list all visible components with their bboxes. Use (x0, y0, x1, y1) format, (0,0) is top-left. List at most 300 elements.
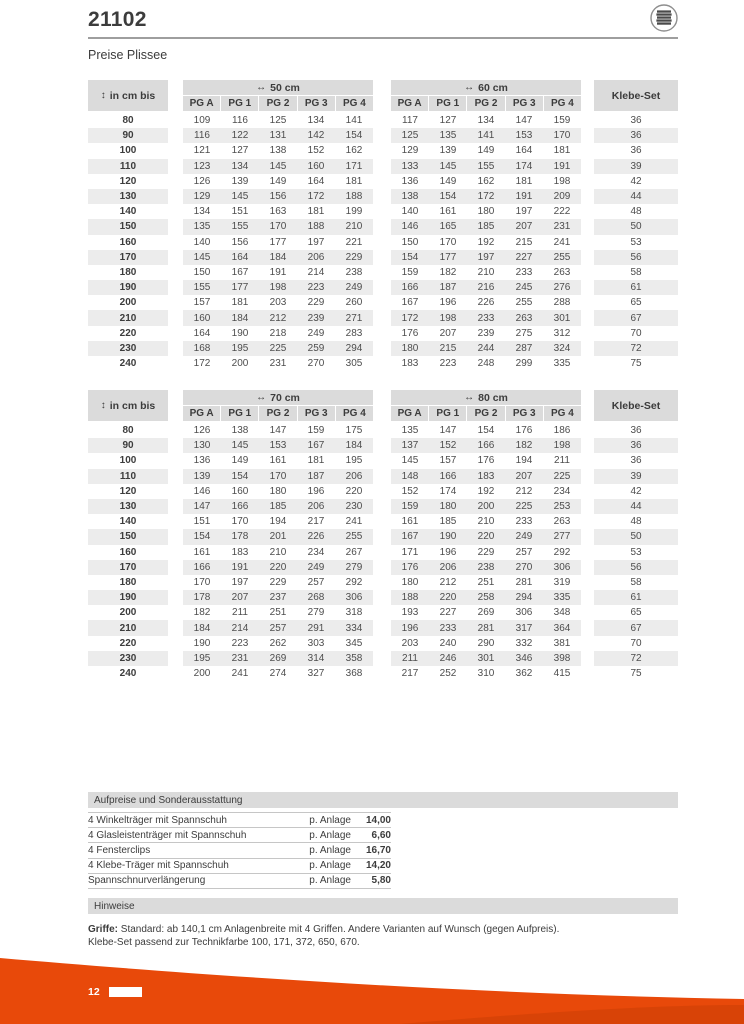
price-cell: 245 (515, 282, 533, 294)
price-cell: 171 (345, 160, 363, 172)
price-cell: 229 (307, 297, 325, 309)
price-cell: 248 (477, 358, 495, 370)
price-cell: 201 (269, 531, 287, 543)
page-subtitle: Preise Plissee (88, 48, 168, 62)
price-group (391, 484, 581, 499)
price-cell: 220 (269, 561, 287, 573)
price-group (183, 235, 373, 250)
price-cell: 335 (553, 592, 571, 604)
price-cell: 116 (194, 130, 210, 142)
price-cell: 210 (477, 516, 495, 528)
price-cell: 155 (231, 221, 249, 233)
price-cell: 233 (515, 266, 533, 278)
klebe-set-value: 75 (630, 668, 642, 680)
price-cell: 198 (553, 175, 571, 187)
price-cell: 398 (553, 652, 571, 664)
surcharge-row (88, 858, 391, 873)
row-height-label: 170 (88, 560, 168, 575)
price-cell: 279 (345, 561, 363, 573)
price-cell: 188 (401, 592, 419, 604)
price-cell: 210 (269, 546, 287, 558)
price-cell: 150 (193, 266, 211, 278)
price-cell: 238 (477, 561, 495, 573)
price-cell: 231 (553, 221, 571, 233)
width-group-label: 70 cm (270, 391, 300, 404)
height-column-label: in cm bis (109, 89, 156, 102)
price-cell: 233 (515, 516, 533, 528)
price-cell: 129 (401, 145, 419, 157)
price-group (183, 605, 373, 620)
price-cell: 159 (401, 266, 419, 278)
price-cell: 162 (477, 175, 495, 187)
price-cell: 271 (345, 312, 363, 324)
price-cell: 136 (193, 455, 211, 467)
price-cell: 126 (193, 175, 211, 187)
price-cell: 149 (269, 175, 287, 187)
price-cell: 117 (402, 115, 418, 127)
price-cell: 249 (307, 561, 325, 573)
price-cell: 192 (477, 236, 495, 248)
price-cell: 145 (401, 455, 419, 467)
price-cell: 283 (345, 327, 363, 339)
price-cell: 198 (553, 440, 571, 452)
price-cell: 172 (193, 358, 211, 370)
price-group (391, 341, 581, 356)
price-cell: 164 (307, 175, 325, 187)
price-cell: 167 (401, 297, 419, 309)
price-cell: 348 (553, 607, 571, 619)
price-group (391, 113, 581, 128)
klebe-set-value: 36 (630, 455, 642, 467)
klebe-set-value: 65 (630, 607, 642, 619)
price-cell: 306 (553, 561, 571, 573)
price-cell: 196 (439, 546, 457, 558)
price-cell: 299 (515, 358, 533, 370)
price-cell: 194 (269, 516, 287, 528)
klebe-set-value: 42 (630, 175, 642, 187)
row-height-label: 240 (119, 668, 137, 680)
table-row (88, 499, 678, 514)
price-group (391, 453, 581, 468)
table-row (88, 423, 678, 438)
price-group (183, 469, 373, 484)
price-group (183, 265, 373, 280)
price-cell: 153 (269, 440, 287, 452)
price-cell: 301 (553, 312, 571, 324)
row-height-label: 140 (119, 516, 137, 528)
price-group (183, 666, 373, 681)
price-cell: 241 (553, 236, 571, 248)
price-cell: 190 (193, 637, 211, 649)
surcharges-title-bar: Aufpreise und Sonderausstattung (88, 792, 678, 808)
price-cell: 251 (269, 607, 287, 619)
klebe-set-value: 44 (594, 499, 678, 514)
price-cell: 196 (401, 622, 419, 634)
row-height-label: 210 (88, 620, 168, 635)
price-cell: 258 (477, 592, 495, 604)
klebe-set-value: 72 (594, 651, 678, 666)
price-group (391, 651, 581, 666)
notes-title-bar: Hinweise (88, 898, 678, 914)
row-height-label: 180 (119, 576, 137, 588)
price-cell: 198 (269, 282, 287, 294)
table-row (88, 280, 678, 295)
price-cell: 221 (345, 236, 363, 248)
price-cell: 127 (231, 145, 249, 157)
surcharge-name: 4 Klebe-Träger mit Spannschuh (88, 860, 229, 872)
price-cell: 314 (307, 652, 325, 664)
price-cell: 203 (401, 637, 419, 649)
klebe-set-header: Klebe-Set (594, 390, 678, 421)
price-cell: 160 (231, 485, 249, 497)
price-cell: 195 (193, 652, 211, 664)
price-cell: 291 (307, 622, 325, 634)
price-cell: 171 (401, 546, 419, 558)
price-cell: 257 (307, 576, 325, 588)
price-group (183, 159, 373, 174)
price-cell: 174 (439, 485, 457, 497)
price-cell: 177 (439, 251, 457, 263)
price-cell: 164 (231, 251, 249, 263)
price-cell: 294 (345, 342, 363, 354)
price-cell: 364 (553, 622, 571, 634)
surcharge-name: 4 Fensterclips (88, 844, 151, 856)
surcharge-unit: p. Anlage (309, 829, 351, 841)
price-cell: 215 (439, 342, 457, 354)
price-cell: 172 (401, 312, 419, 324)
price-cell: 233 (477, 312, 495, 324)
price-cell: 145 (193, 251, 211, 263)
price-group (183, 499, 373, 514)
price-cell: 346 (515, 652, 533, 664)
price-cell: 134 (231, 160, 249, 172)
price-cell: 193 (401, 607, 419, 619)
table-row (88, 484, 678, 499)
price-cell: 294 (515, 592, 533, 604)
price-cell: 191 (515, 191, 533, 203)
notes-section (88, 898, 678, 949)
title-rule (88, 37, 678, 39)
row-height-label: 210 (88, 310, 168, 325)
surcharge-price: 16,70 (365, 844, 391, 856)
price-group (183, 453, 373, 468)
klebe-set-value: 58 (630, 576, 642, 588)
klebe-set-value: 50 (594, 219, 678, 234)
price-cell: 134 (193, 206, 211, 218)
price-cell: 241 (345, 516, 363, 528)
table-row (88, 295, 678, 310)
table-row (88, 545, 678, 560)
price-cell: 187 (307, 470, 325, 482)
price-cell: 229 (269, 576, 287, 588)
price-cell: 157 (439, 455, 457, 467)
price-group (391, 295, 581, 310)
price-cell: 170 (193, 576, 211, 588)
price-cell: 203 (269, 297, 287, 309)
price-group (391, 189, 581, 204)
klebe-set-value: 70 (630, 637, 642, 649)
price-cell: 135 (401, 425, 419, 437)
pg-column-header: PG A (391, 406, 428, 421)
price-group (391, 514, 581, 529)
price-cell: 225 (553, 470, 571, 482)
price-cell: 239 (477, 327, 495, 339)
price-cell: 184 (193, 622, 211, 634)
price-cell: 310 (477, 668, 495, 680)
row-height-label: 200 (119, 607, 137, 619)
price-cell: 180 (401, 342, 419, 354)
surcharge-unit: p. Anlage (309, 844, 351, 856)
table-row (88, 143, 678, 158)
price-cell: 182 (193, 607, 211, 619)
document-header (88, 8, 678, 62)
price-cell: 131 (269, 130, 287, 142)
height-column-header (88, 80, 168, 111)
price-group (183, 545, 373, 560)
price-cell: 149 (439, 175, 457, 187)
price-cell: 146 (401, 221, 419, 233)
price-cell: 249 (307, 327, 325, 339)
price-group (391, 310, 581, 325)
price-cell: 287 (515, 342, 533, 354)
pg-column-header: PG A (391, 96, 428, 111)
width-group-header (183, 390, 373, 405)
price-cell: 170 (231, 516, 249, 528)
price-cell: 134 (307, 115, 325, 127)
price-group (391, 143, 581, 158)
price-cell: 214 (231, 622, 249, 634)
table-header (88, 80, 678, 111)
table-row (88, 438, 678, 453)
row-height-label: 160 (119, 546, 137, 558)
price-cell: 194 (515, 455, 533, 467)
price-cell: 168 (193, 342, 211, 354)
price-cell: 160 (193, 312, 211, 324)
price-cell: 327 (307, 668, 325, 680)
price-cell: 317 (515, 622, 533, 634)
price-group (183, 326, 373, 341)
width-group-label: 60 cm (478, 81, 508, 94)
price-cell: 237 (269, 592, 287, 604)
price-cell: 149 (477, 145, 495, 157)
price-group (391, 529, 581, 544)
price-cell: 140 (401, 206, 419, 218)
row-height-label: 130 (88, 189, 168, 204)
price-cell: 159 (401, 501, 419, 513)
table-row (88, 605, 678, 620)
price-cell: 181 (345, 175, 363, 187)
price-group (391, 280, 581, 295)
price-cell: 170 (269, 470, 287, 482)
pg-column-header: PG 3 (506, 96, 543, 111)
price-cell: 155 (193, 282, 211, 294)
price-cell: 147 (269, 425, 287, 437)
pg-column-header: PG 2 (467, 96, 504, 111)
klebe-set-value: 67 (594, 310, 678, 325)
price-cell: 288 (553, 297, 571, 309)
price-cell: 209 (553, 191, 571, 203)
price-cell: 199 (345, 206, 363, 218)
price-cell: 279 (307, 607, 325, 619)
price-cell: 244 (477, 342, 495, 354)
price-cell: 229 (345, 251, 363, 263)
surcharge-name: 4 Glasleistenträger mit Spannschuh (88, 829, 247, 841)
row-height-label: 190 (88, 590, 168, 605)
surcharge-unit: p. Anlage (309, 860, 351, 872)
klebe-set-value: 36 (594, 438, 678, 453)
width-group-header (391, 80, 581, 95)
klebe-set-value: 48 (630, 206, 642, 218)
price-cell: 332 (515, 637, 533, 649)
price-cell: 275 (515, 327, 533, 339)
table-row (88, 356, 678, 371)
price-cell: 231 (269, 358, 287, 370)
price-cell: 210 (477, 266, 495, 278)
page-title: 21102 (88, 8, 147, 31)
width-group (391, 390, 581, 421)
price-cell: 154 (231, 470, 249, 482)
price-cell: 277 (553, 531, 571, 543)
klebe-set-value: 75 (630, 358, 642, 370)
plissee-icon (650, 4, 678, 32)
klebe-set-value: 70 (630, 327, 642, 339)
price-cell: 176 (401, 327, 419, 339)
surcharge-name: Spannschnurverlängerung (88, 875, 206, 887)
price-cell: 211 (402, 652, 418, 664)
price-cell: 182 (439, 266, 457, 278)
price-cell: 233 (439, 622, 457, 634)
price-cell: 176 (401, 561, 419, 573)
price-cell: 152 (401, 485, 419, 497)
surcharges-section (88, 792, 678, 889)
price-cell: 223 (231, 637, 249, 649)
row-height-label: 150 (88, 529, 168, 544)
table-row (88, 250, 678, 265)
klebe-set-value: 39 (594, 159, 678, 174)
price-cell: 174 (515, 160, 533, 172)
price-cell: 281 (515, 576, 533, 588)
price-group (183, 250, 373, 265)
klebe-set-value: 65 (630, 297, 642, 309)
price-cell: 263 (553, 516, 571, 528)
klebe-set-value: 48 (630, 516, 642, 528)
surcharge-row (88, 842, 391, 857)
price-cell: 176 (515, 425, 533, 437)
price-cell: 207 (515, 221, 533, 233)
price-cell: 166 (401, 282, 419, 294)
price-cell: 200 (231, 358, 249, 370)
row-height-label: 240 (119, 358, 137, 370)
klebe-set-value: 61 (594, 280, 678, 295)
price-group (391, 636, 581, 651)
pg-header-row (183, 406, 373, 421)
note-line-2: Klebe-Set passend zur Technikfarbe 100, 171, 372, 650, 670. (88, 937, 360, 948)
height-arrow-icon: ↕ (100, 400, 106, 411)
price-cell: 165 (439, 221, 457, 233)
price-cell: 176 (477, 455, 495, 467)
price-group (183, 356, 373, 371)
row-height-label: 220 (119, 637, 137, 649)
width-group (183, 390, 373, 421)
klebe-set-value: 58 (630, 266, 642, 278)
price-cell: 180 (439, 501, 457, 513)
price-cell: 197 (477, 251, 495, 263)
price-cell: 177 (231, 282, 249, 294)
pg-column-header: PG 3 (506, 406, 543, 421)
price-cell: 129 (193, 191, 211, 203)
price-cell: 148 (401, 470, 419, 482)
price-cell: 276 (553, 282, 571, 294)
surcharge-price: 14,20 (365, 860, 391, 872)
price-cell: 141 (345, 115, 363, 127)
width-group-header (183, 80, 373, 95)
price-cell: 218 (269, 327, 287, 339)
price-cell: 196 (439, 297, 457, 309)
price-cell: 222 (553, 206, 571, 218)
price-cell: 255 (515, 297, 533, 309)
price-group (391, 499, 581, 514)
surcharge-row (88, 873, 391, 888)
price-cell: 175 (345, 425, 363, 437)
pg-column-header: PG 2 (467, 406, 504, 421)
price-cell: 238 (345, 266, 363, 278)
price-cell: 188 (345, 191, 363, 203)
price-cell: 172 (477, 191, 495, 203)
price-cell: 116 (232, 115, 248, 127)
footer-marker (109, 987, 142, 997)
price-cell: 240 (439, 637, 457, 649)
price-cell: 157 (193, 297, 211, 309)
price-cell: 225 (515, 501, 533, 513)
surcharge-unit: p. Anlage (309, 875, 351, 887)
price-cell: 166 (439, 470, 457, 482)
price-cell: 154 (439, 191, 457, 203)
price-cell: 345 (345, 637, 363, 649)
width-arrow-icon: ↔ (256, 82, 267, 93)
surcharge-price: 14,00 (365, 814, 391, 826)
price-cell: 301 (477, 652, 495, 664)
klebe-set-value: 56 (594, 560, 678, 575)
price-cell: 260 (345, 297, 363, 309)
price-cell: 211 (232, 607, 248, 619)
price-cell: 154 (477, 425, 495, 437)
price-cell: 198 (439, 312, 457, 324)
width-group (391, 80, 581, 111)
price-cell: 368 (345, 668, 363, 680)
price-cell: 161 (439, 206, 457, 218)
price-cell: 214 (307, 266, 325, 278)
row-height-label: 230 (88, 341, 168, 356)
price-cell: 212 (439, 576, 457, 588)
height-column-header (88, 390, 168, 421)
table-row (88, 514, 678, 529)
price-cell: 161 (193, 546, 211, 558)
price-cell: 183 (231, 546, 249, 558)
price-cell: 223 (439, 358, 457, 370)
price-cell: 145 (231, 191, 249, 203)
price-cell: 305 (345, 358, 363, 370)
price-cell: 191 (269, 266, 287, 278)
price-group (183, 575, 373, 590)
table-row (88, 159, 678, 174)
price-group (391, 159, 581, 174)
price-cell: 140 (193, 236, 211, 248)
price-cell: 197 (307, 236, 325, 248)
price-group (391, 204, 581, 219)
price-cell: 234 (307, 546, 325, 558)
price-cell: 182 (515, 440, 533, 452)
pg-column-header: PG A (183, 96, 220, 111)
